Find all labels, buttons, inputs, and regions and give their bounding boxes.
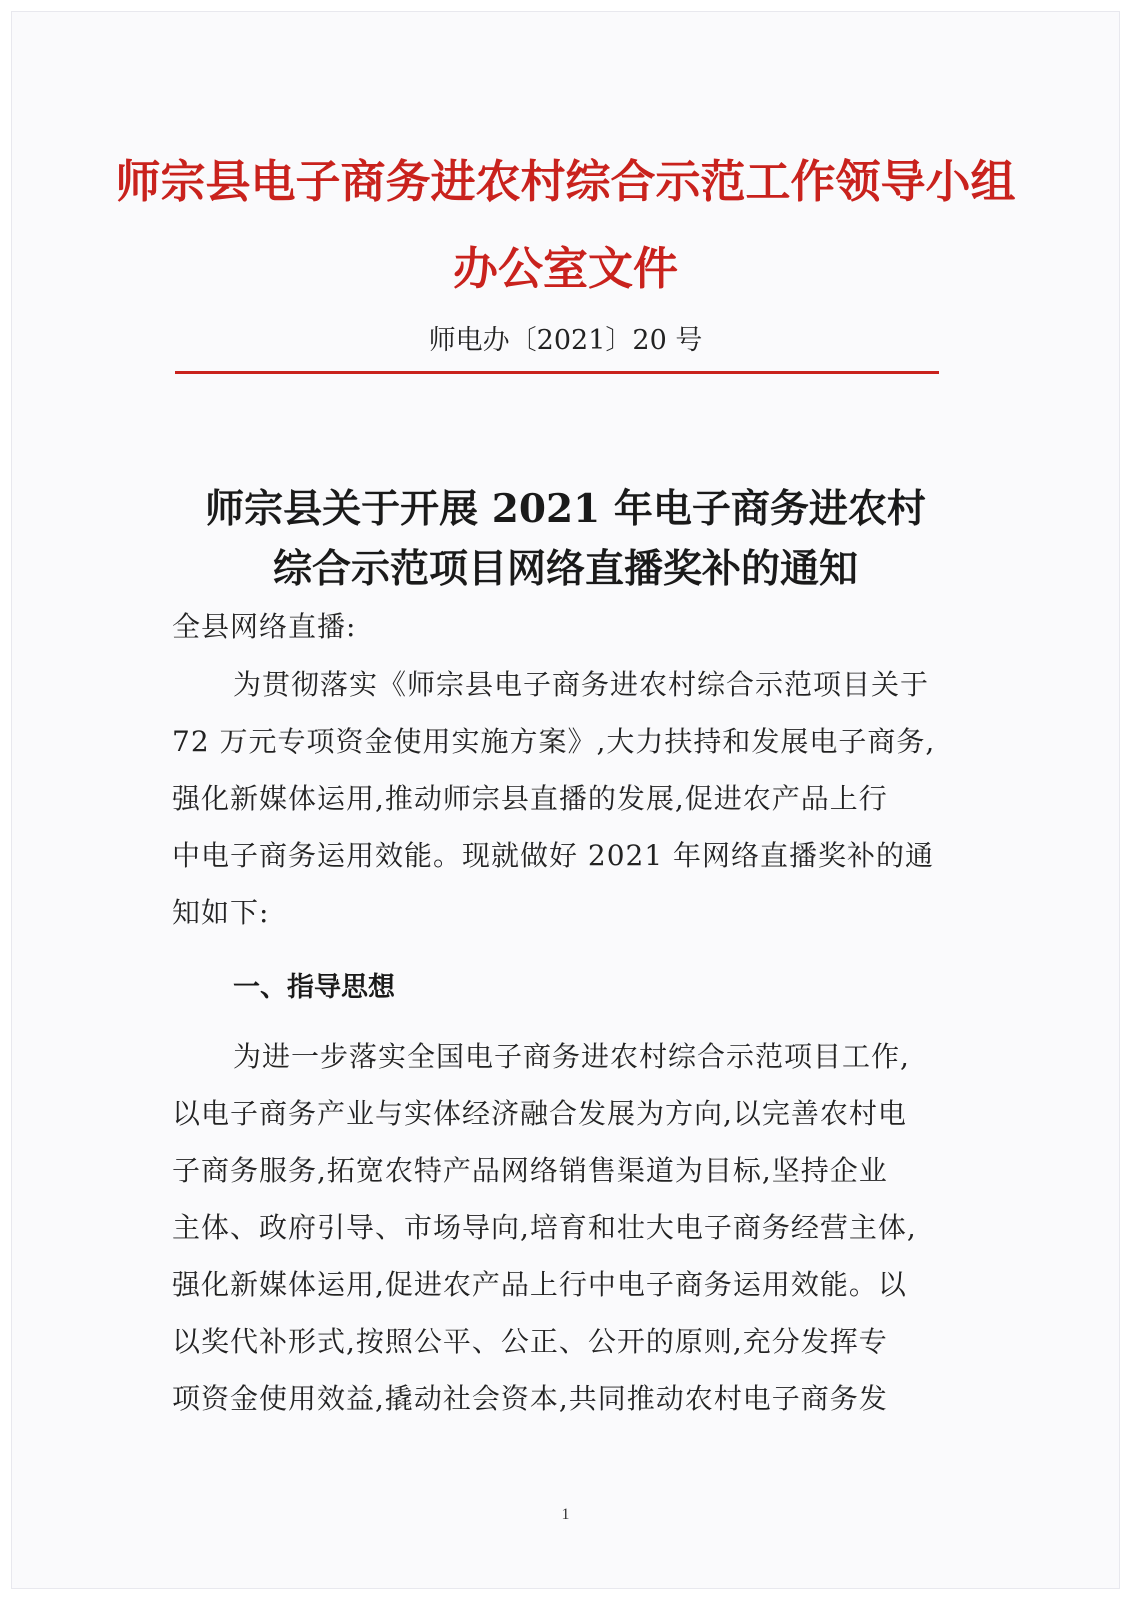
red-divider-rule [175,371,939,374]
section-heading-guiding-ideology: 一、指导思想 [233,972,395,1003]
paragraph-line: 强化新媒体运用,促进农产品上行中电子商务运用效能。以 [172,1268,907,1301]
document-number: 师电办〔2021〕20 号 [428,325,703,356]
paragraph-line: 知如下: [172,896,270,929]
paragraph-line: 子商务服务,拓宽农特产品网络销售渠道为目标,坚持企业 [172,1154,888,1187]
paragraph-line: 以奖代补形式,按照公平、公正、公开的原则,充分发挥专 [172,1325,888,1358]
page-number: 1 [561,1506,570,1523]
issuing-office-subtitle: 办公室文件 [452,242,678,295]
paragraph-line: 中电子商务运用效能。现就做好 2021 年网络直播奖补的通 [172,839,935,872]
notice-title-line-2: 综合示范项目网络直播奖补的通知 [272,546,858,592]
issuing-office-title: 师宗县电子商务进农村综合示范工作领导小组 [115,155,1016,208]
paragraph-line: 为贯彻落实《师宗县电子商务进农村综合示范项目关于 [233,668,930,701]
paragraph-line: 72 万元专项资金使用实施方案》,大力扶持和发展电子商务, [172,725,936,758]
paragraph-line: 以电子商务产业与实体经济融合发展为方向,以完善农村电 [172,1097,907,1130]
paragraph-line: 强化新媒体运用,推动师宗县直播的发展,促进农产品上行 [172,782,888,815]
salutation: 全县网络直播: [172,610,357,643]
paragraph-line: 主体、政府引导、市场导向,培育和壮大电子商务经营主体, [172,1211,917,1244]
paragraph-line: 为进一步落实全国电子商务进农村综合示范项目工作, [233,1040,910,1073]
notice-title-line-1: 师宗县关于开展 2021 年电子商务进农村 [205,486,926,532]
paragraph-line: 项资金使用效益,撬动社会资本,共同推动农村电子商务发 [172,1382,888,1415]
